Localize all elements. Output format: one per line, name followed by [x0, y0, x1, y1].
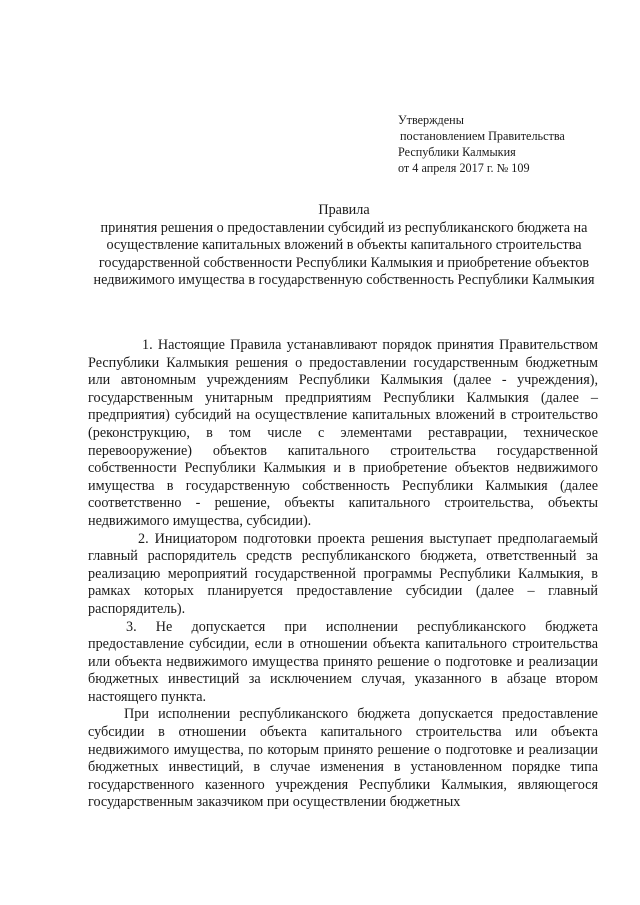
paragraph-1: 1. Настоящие Правила устанавливают порядок принятия Правительством Республики Калмыкия решения о предоставлении государственным бюджетным или автономным учреждениям Республики Калмыкия (далее - учреждения), государственным унитарным предприятиям Республики Калмыкия (далее – предприятия) субсидий на осуществление капитальных вложений в строительство (реконструкцию, в том числе с элементами реставрации, техническое перевооружение) объектов капитального строительства государственной собственности Республики Калмыкия и в приобретение объектов недвижимого имущества в государственную собственность Республики Калмыкия (далее соответственно - решение, объекты капитального строительства, объекты недвижимого имущества, субсидии). [88, 337, 598, 529]
approval-line-date: от 4 апреля 2017 г. № 109 [398, 161, 530, 175]
paragraph-4: При исполнении республиканского бюджета допускается предоставление субсидии в отношении объекта капитального строительства или объекта недвижимого имущества, по которым принято решение о подготовке и реализации бюджетных инвестиций, в случае изменения в установленном порядке типа государственного казенного учреждения Республики Калмыкия, являющегося государственным заказчиком при осуществлении бюджетных [88, 706, 598, 811]
paragraph-2: 2. Инициатором подготовки проекта решения выступает предполагаемый главный распорядитель средств республиканского бюджета, ответственный за реализацию мероприятий государственной программы Республики Калмыкия, в рамках которых планируется предоставление субсидии (далее – главный распорядитель). [88, 530, 598, 617]
document-body [88, 337, 598, 812]
approval-line-decree: постановлением Правительства [400, 129, 565, 143]
approval-line-republic: Республики Калмыкия [398, 145, 516, 159]
title-heading: Правила [318, 202, 370, 218]
approval-line-approved: Утверждены [398, 113, 464, 127]
paragraph-3: 3. Не допускается при исполнении республиканского бюджета предоставление субсидии, если в отношении объекта капитального строительства или объекта недвижимого имущества принято решение о подготовке и реализации бюджетных инвестиций за исключением случая, указанного в абзаце втором настоящего пункта. [88, 618, 598, 705]
title-subtitle: принятия решения о предоставлении субсидий из республиканского бюджета на осуществление капитальных вложений в объекты капитального строительства государственной собственности Республики Калмыкия и приобретение объектов недвижимого имущества в государственную собственность Республики Калмыкия [93, 219, 595, 289]
approval-stamp [398, 112, 565, 176]
document-title [88, 202, 600, 290]
